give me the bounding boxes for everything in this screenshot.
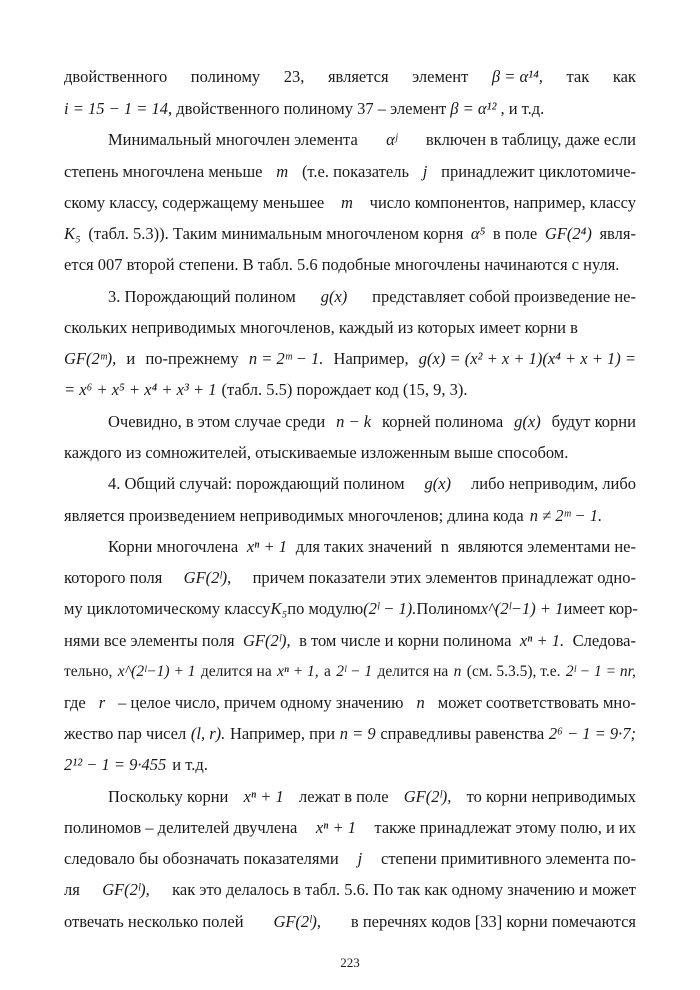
text-segment: число компонентов, например, классу xyxy=(369,193,636,212)
text-segment: каждого из сомножителей, отыскиваемые изложенным выше способом. xyxy=(64,443,569,462)
text-segment: Например, при xyxy=(229,724,336,743)
text-segment: по модулю xyxy=(287,599,364,618)
math-expression: g(x) = (x² + x + 1)(x⁴ + x + 1) = xyxy=(418,349,636,368)
text-segment: принадлежит циклотомиче- xyxy=(441,162,636,181)
text-segment: имеет кор- xyxy=(563,599,638,618)
math-expression: x^(2ˡ−1) + 1 xyxy=(117,663,196,680)
page-number: 223 xyxy=(340,955,360,970)
text-segment: (табл. 5.3)). Таким минимальным многочленом корня xyxy=(88,224,464,243)
math-expression: K₅ xyxy=(64,224,81,243)
math-expression: αʲ xyxy=(386,130,398,149)
text-segment: являются элементами не- xyxy=(457,537,636,556)
text-line xyxy=(64,598,636,620)
text-line xyxy=(64,723,636,745)
text-line xyxy=(64,661,636,683)
text-line xyxy=(64,192,636,214)
text-segment: скольких неприводимых многочленов, каждый из которых имеет корни в xyxy=(64,318,578,337)
text-segment: также принадлежат этому полю, и их xyxy=(374,818,636,837)
text-line xyxy=(64,98,636,120)
math-expression: GF(2ˡ), xyxy=(183,568,232,587)
text-line xyxy=(64,911,636,933)
text-segment: причем показатели этих элементов принадлежат одно- xyxy=(252,568,636,587)
text-line xyxy=(64,630,636,652)
math-expression: xⁿ + 1 xyxy=(246,537,288,556)
text-segment: может соответствовать мно- xyxy=(437,693,636,712)
text-line xyxy=(108,473,636,495)
math-expression: g(x) xyxy=(424,474,452,493)
text-segment: 23, xyxy=(283,67,305,86)
math-expression: n = 9 xyxy=(339,724,376,743)
text-segment: отвечать несколько полей xyxy=(64,912,244,931)
text-segment: где xyxy=(64,693,86,712)
text-segment: ля xyxy=(64,880,80,899)
text-segment: , и т.д. xyxy=(500,99,545,118)
text-segment: в том числе и корни полинома xyxy=(299,631,512,650)
text-segment: следовало бы обозначать показателями xyxy=(64,849,339,868)
math-expression: g(x) xyxy=(320,287,348,306)
math-expression: n ≠ 2ᵐ − 1. xyxy=(529,506,603,525)
text-line xyxy=(64,692,636,714)
text-line xyxy=(64,254,636,276)
math-expression: m xyxy=(276,162,289,181)
text-segment: либо неприводим, либо xyxy=(471,474,636,493)
text-segment: а xyxy=(324,663,331,680)
math-expression: j xyxy=(357,849,363,868)
math-expression: 2ˡ − 1 = nr, xyxy=(565,663,636,680)
text-line xyxy=(64,161,636,183)
math-expression: β = α¹² xyxy=(450,99,497,118)
text-segment: является произведением неприводимых многочленов; длина кода xyxy=(64,506,524,525)
math-expression: i = 15 − 1 = 14 xyxy=(64,99,168,118)
text-segment: явля- xyxy=(599,224,636,243)
math-expression: β = α¹⁴, xyxy=(491,67,543,86)
text-segment: Полином xyxy=(416,599,481,618)
math-expression: n = 2ᵐ − 1. xyxy=(248,349,324,368)
text-line xyxy=(64,817,636,839)
text-segment: Корни многочлена xyxy=(108,537,239,556)
math-expression: g(x) xyxy=(514,412,541,431)
math-expression: 2ˡ − 1 xyxy=(336,663,373,680)
text-segment: 3. Порождающий полином xyxy=(108,287,296,306)
math-expression: n − k xyxy=(336,412,372,431)
text-segment: Например, xyxy=(333,349,409,368)
text-segment: n xyxy=(440,537,450,556)
math-expression: GF(2ᵐ), xyxy=(64,349,117,368)
math-expression: xⁿ + 1 xyxy=(315,818,356,837)
text-segment: Следова- xyxy=(572,631,636,650)
text-segment: для таких значений xyxy=(295,537,433,556)
math-expression: xⁿ + 1 xyxy=(243,787,284,806)
text-line xyxy=(64,754,636,776)
text-line xyxy=(64,567,636,589)
math-expression: 2¹² − 1 = 9·455 xyxy=(64,755,167,774)
math-expression: xⁿ + 1. xyxy=(519,631,565,650)
text-line xyxy=(108,129,636,151)
text-segment: и т.д. xyxy=(172,755,208,774)
text-segment: (см. 5.3.5), т.е. xyxy=(466,663,561,680)
text-line xyxy=(64,348,636,370)
math-expression: GF(2ˡ), xyxy=(243,631,291,650)
text-segment: жество пар чисел xyxy=(64,724,187,743)
math-expression: j xyxy=(422,162,428,181)
text-line xyxy=(64,848,636,870)
text-segment: по-прежнему xyxy=(145,349,239,368)
text-segment: как это делалось в табл. 5.6. По так как одному значению и может xyxy=(172,880,636,899)
text-line xyxy=(64,379,636,401)
text-segment: двойственного xyxy=(64,67,168,86)
text-segment: степени примитивного элемента по- xyxy=(381,849,636,868)
text-segment: полиному xyxy=(190,67,261,86)
text-line xyxy=(64,223,636,245)
math-expression: (2ˡ − 1). xyxy=(363,599,417,618)
text-segment: так xyxy=(566,67,590,86)
text-segment: , двойственного полиному 37 – элемент xyxy=(168,99,447,118)
text-line xyxy=(64,317,636,339)
math-expression: 2⁶ − 1 = 9·7; xyxy=(548,724,636,743)
text-line xyxy=(108,536,636,558)
math-expression: r xyxy=(98,693,106,712)
text-segment: то корни неприводимых xyxy=(466,787,636,806)
text-segment: в перечнях кодов [33] корни помечаются xyxy=(350,912,636,931)
math-expression: GF(2⁴) xyxy=(544,224,592,243)
text-segment: в поле xyxy=(492,224,538,243)
text-segment: включен в таблицу, даже если xyxy=(425,130,636,149)
text-segment: элемент xyxy=(412,67,469,86)
text-segment: тельно, xyxy=(64,663,113,680)
math-expression: xⁿ + 1, xyxy=(277,663,319,680)
text-segment: и xyxy=(126,349,136,368)
text-segment: (т.е. показатель xyxy=(301,162,409,181)
text-segment: справедливы равенства xyxy=(380,724,545,743)
math-expression: GF(2ˡ), xyxy=(273,912,322,931)
text-segment: как xyxy=(612,67,636,86)
math-expression: = x⁶ + x⁵ + x⁴ + x³ + 1 xyxy=(64,380,217,399)
math-expression: n xyxy=(453,663,462,680)
text-segment: ется 007 второй степени. В табл. 5.6 подобные многочлены начинаются с нуля. xyxy=(64,255,620,274)
math-expression: n xyxy=(416,693,425,712)
math-expression: GF(2ˡ), xyxy=(102,880,150,899)
text-segment: будут корни xyxy=(551,412,636,431)
text-segment: скому классу, содержащему меньшее xyxy=(64,193,325,212)
text-line xyxy=(108,286,636,308)
text-line xyxy=(64,442,636,464)
text-segment: является xyxy=(327,67,389,86)
text-segment: Минимальный многочлен элемента xyxy=(108,130,358,149)
math-expression: α⁵ xyxy=(470,224,486,243)
text-segment: полиномов – делителей двучлена xyxy=(64,818,298,837)
text-line xyxy=(64,505,636,527)
math-expression: (l, r). xyxy=(190,724,226,743)
text-segment: – целое число, причем одному значению xyxy=(118,693,404,712)
text-segment: нями все элементы поля xyxy=(64,631,235,650)
math-expression: m xyxy=(340,193,353,212)
text-segment: степень многочлена меньше xyxy=(64,162,263,181)
text-segment: делится на xyxy=(377,663,449,680)
text-segment: представляет собой произведение не- xyxy=(372,287,636,306)
text-segment: которого поля xyxy=(64,568,163,587)
text-line xyxy=(108,786,636,808)
text-segment: Поскольку корни xyxy=(108,787,229,806)
text-segment: корней полинома xyxy=(382,412,504,431)
math-expression: x^(2ˡ−1) + 1 xyxy=(480,599,564,618)
text-segment: му циклотомическому классу xyxy=(64,599,271,618)
math-expression: K₅ xyxy=(270,599,288,618)
text-line xyxy=(64,879,636,901)
text-segment: Очевидно, в этом случае среди xyxy=(108,412,326,431)
text-segment: делится на xyxy=(200,663,272,680)
text-segment: 4. Общий случай: порождающий полином xyxy=(108,474,405,493)
math-expression: GF(2ˡ), xyxy=(403,787,452,806)
text-line xyxy=(108,411,636,433)
text-line xyxy=(64,66,636,88)
text-segment: (табл. 5.5) порождает код (15, 9, 3). xyxy=(221,380,468,399)
text-segment: лежат в поле xyxy=(299,787,389,806)
